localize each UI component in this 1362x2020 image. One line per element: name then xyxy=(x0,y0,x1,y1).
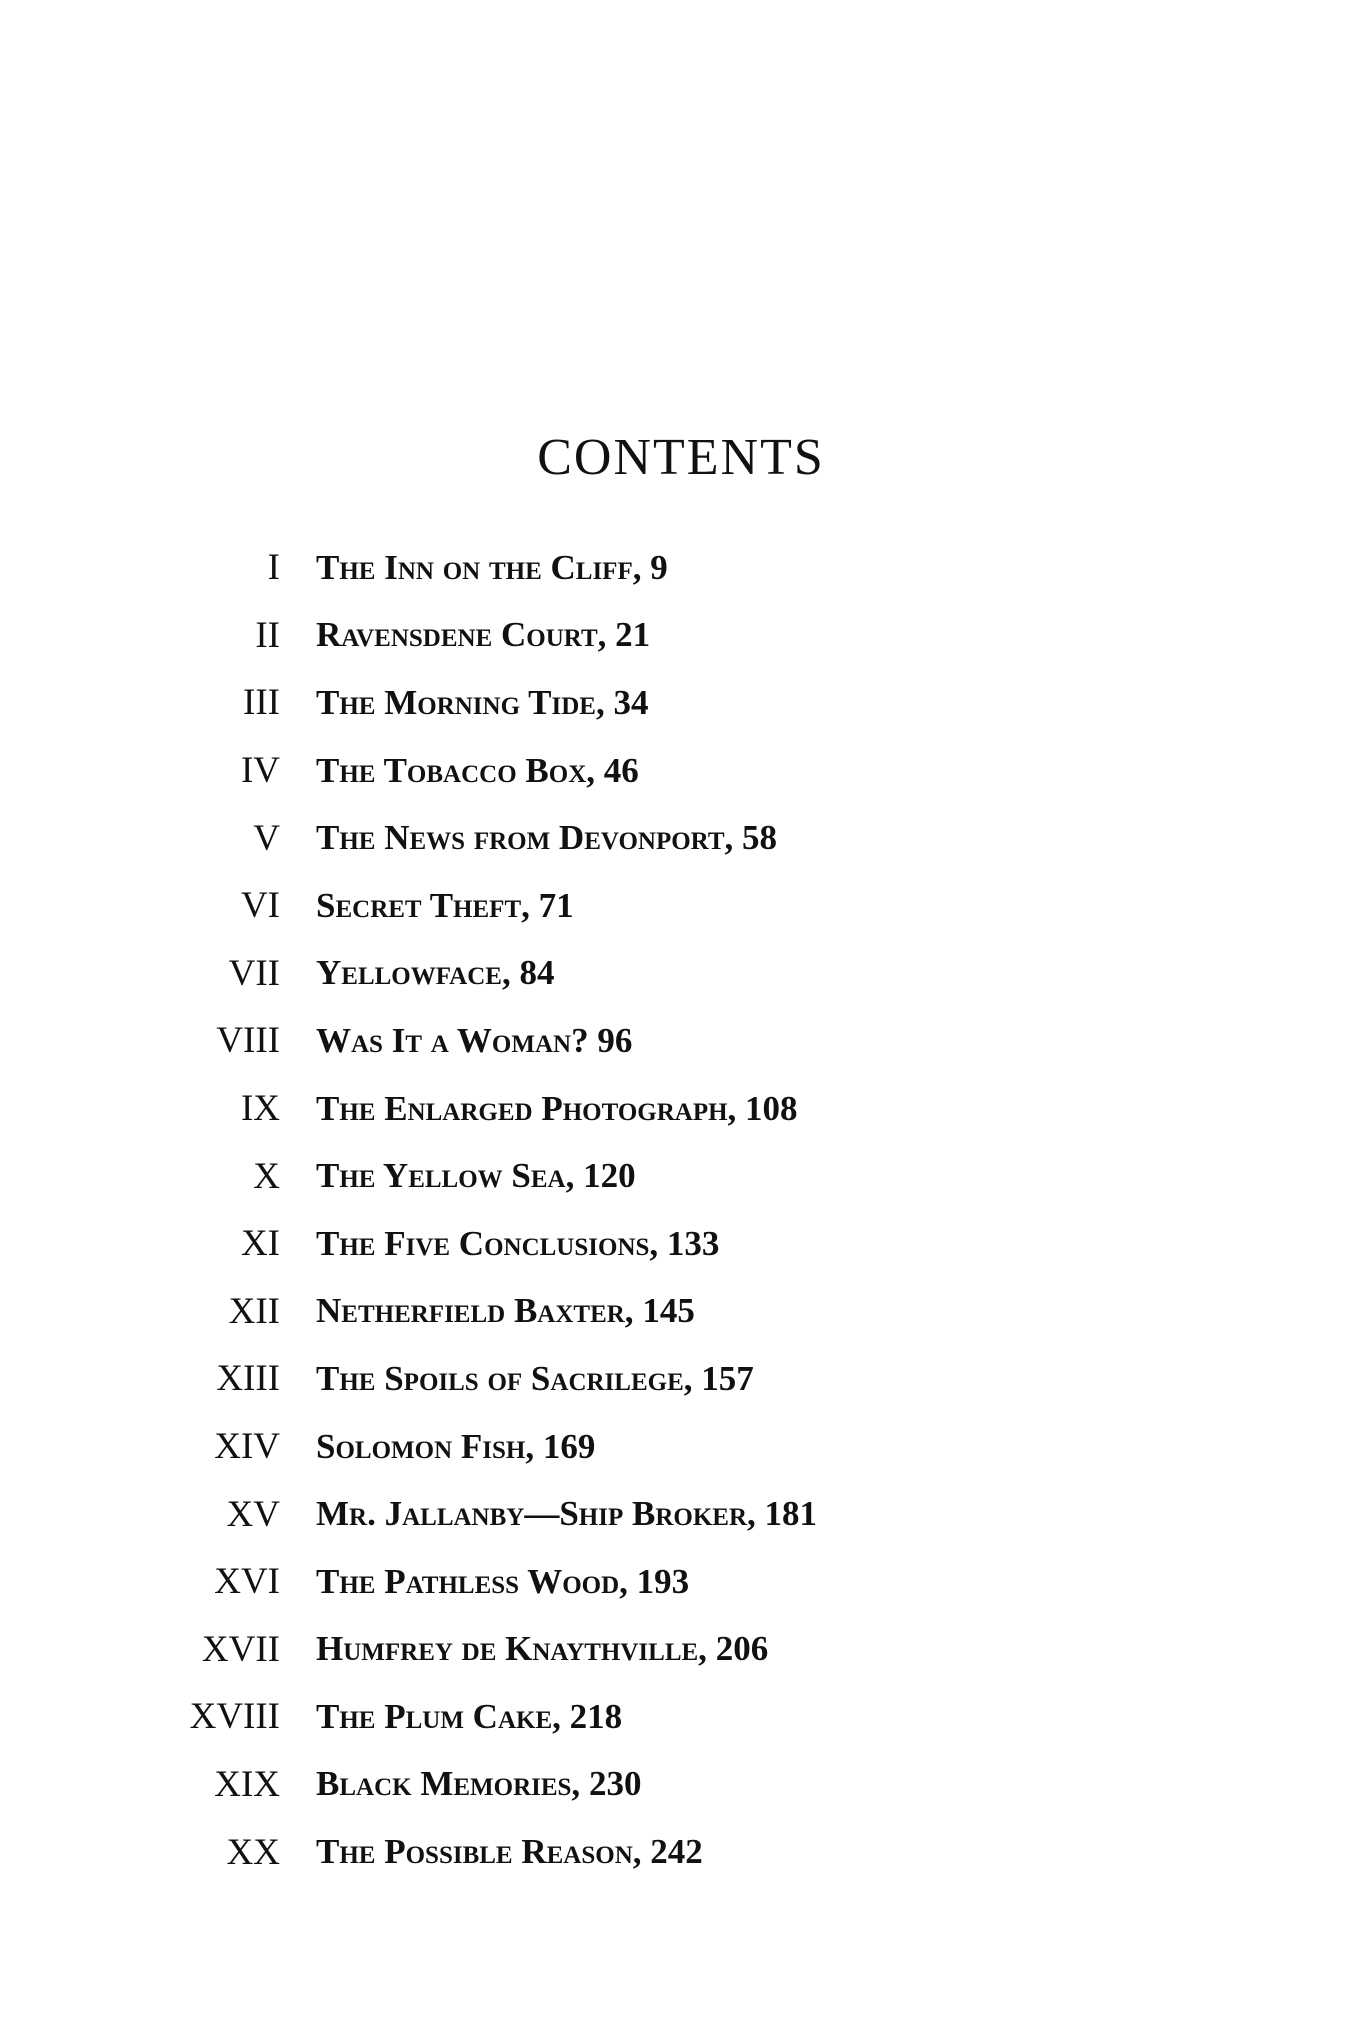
chapter-number: V xyxy=(253,817,280,859)
toc-entry xyxy=(0,737,1362,805)
chapter-page: 218 xyxy=(569,1696,623,1736)
chapter-title: The Pathless Wood, xyxy=(316,1561,628,1601)
chapter-page: 133 xyxy=(666,1223,720,1263)
chapter-title: The Enlarged Photograph, xyxy=(316,1088,737,1128)
chapter-page: 206 xyxy=(715,1629,769,1669)
chapter-title: The News from Devonport, xyxy=(316,818,734,858)
chapter-page: 9 xyxy=(650,547,668,587)
chapter-number: XVII xyxy=(201,1628,280,1670)
toc-entry xyxy=(0,534,1362,602)
toc-entry xyxy=(0,940,1362,1008)
chapter-title: Was It a Woman? xyxy=(316,1020,589,1060)
toc-entry xyxy=(0,1142,1362,1210)
toc-entry xyxy=(0,1278,1362,1346)
chapter-title: The Tobacco Box, xyxy=(316,750,596,790)
chapter-number: XX xyxy=(226,1831,280,1873)
contents-heading: CONTENTS xyxy=(537,429,825,486)
toc-entry xyxy=(0,1210,1362,1278)
toc-entry xyxy=(0,602,1362,670)
chapter-page: 157 xyxy=(701,1358,754,1398)
chapter-page: 145 xyxy=(642,1291,695,1331)
chapter-page: 169 xyxy=(542,1426,596,1466)
toc-entry xyxy=(0,669,1362,737)
chapter-title: Yellowface, xyxy=(316,953,511,993)
chapter-page: 181 xyxy=(764,1494,818,1534)
chapter-title: The Inn on the Cliff, xyxy=(316,547,642,587)
chapter-title: The Possible Reason, xyxy=(316,1832,642,1872)
chapter-title: Secret Theft, xyxy=(316,885,530,925)
chapter-number: VII xyxy=(228,952,280,994)
toc-entry xyxy=(0,1413,1362,1481)
chapter-number: III xyxy=(243,682,280,724)
chapter-number: XIX xyxy=(214,1763,280,1805)
toc-entry xyxy=(0,1345,1362,1413)
chapter-number: II xyxy=(255,614,280,656)
chapter-number: XVI xyxy=(214,1561,280,1603)
toc-entry xyxy=(0,872,1362,940)
chapter-title: Netherfield Baxter, xyxy=(316,1291,634,1331)
chapter-page: 21 xyxy=(615,615,651,655)
toc-entry xyxy=(0,1007,1362,1075)
chapter-number: IX xyxy=(240,1088,280,1130)
table-of-contents xyxy=(0,534,1362,1886)
chapter-title: The Five Conclusions, xyxy=(316,1223,659,1263)
chapter-page: 230 xyxy=(588,1764,642,1804)
chapter-number: XII xyxy=(228,1290,280,1332)
toc-entry xyxy=(0,1480,1362,1548)
chapter-page: 58 xyxy=(742,818,778,858)
chapter-number: XIII xyxy=(216,1358,280,1400)
toc-entry xyxy=(0,1616,1362,1684)
chapter-number: XIV xyxy=(214,1426,280,1468)
chapter-number: VIII xyxy=(216,1020,280,1062)
chapter-title: Solomon Fish, xyxy=(316,1426,535,1466)
chapter-page: 84 xyxy=(519,953,555,993)
chapter-page: 96 xyxy=(597,1020,633,1060)
chapter-page: 193 xyxy=(636,1561,690,1601)
chapter-number: I xyxy=(267,547,280,589)
chapter-number: IV xyxy=(240,750,280,792)
chapter-title: The Plum Cake, xyxy=(316,1696,561,1736)
chapter-number: X xyxy=(253,1155,280,1197)
toc-entry xyxy=(0,804,1362,872)
chapter-number: XVIII xyxy=(189,1696,280,1738)
chapter-title: Black Memories, xyxy=(316,1764,581,1804)
chapter-title: The Yellow Sea, xyxy=(316,1156,575,1196)
chapter-page: 120 xyxy=(583,1156,636,1196)
chapter-title: The Spoils of Sacrilege, xyxy=(316,1358,693,1398)
chapter-page: 108 xyxy=(745,1088,798,1128)
chapter-page: 34 xyxy=(613,682,649,722)
chapter-number: XV xyxy=(226,1493,280,1535)
toc-entry xyxy=(0,1548,1362,1616)
chapter-page: 242 xyxy=(650,1832,703,1872)
toc-entry xyxy=(0,1683,1362,1751)
chapter-number: VI xyxy=(240,885,280,927)
chapter-title: Ravensdene Court, xyxy=(316,615,607,655)
chapter-page: 71 xyxy=(538,885,574,925)
chapter-title: The Morning Tide, xyxy=(316,682,605,722)
chapter-title: Mr. Jallanby—Ship Broker, xyxy=(316,1494,756,1534)
chapter-number: XI xyxy=(240,1223,280,1265)
toc-entry xyxy=(0,1751,1362,1819)
chapter-page: 46 xyxy=(603,750,639,790)
chapter-title: Humfrey de Knaythville, xyxy=(316,1629,707,1669)
toc-entry xyxy=(0,1075,1362,1143)
toc-entry xyxy=(0,1818,1362,1886)
